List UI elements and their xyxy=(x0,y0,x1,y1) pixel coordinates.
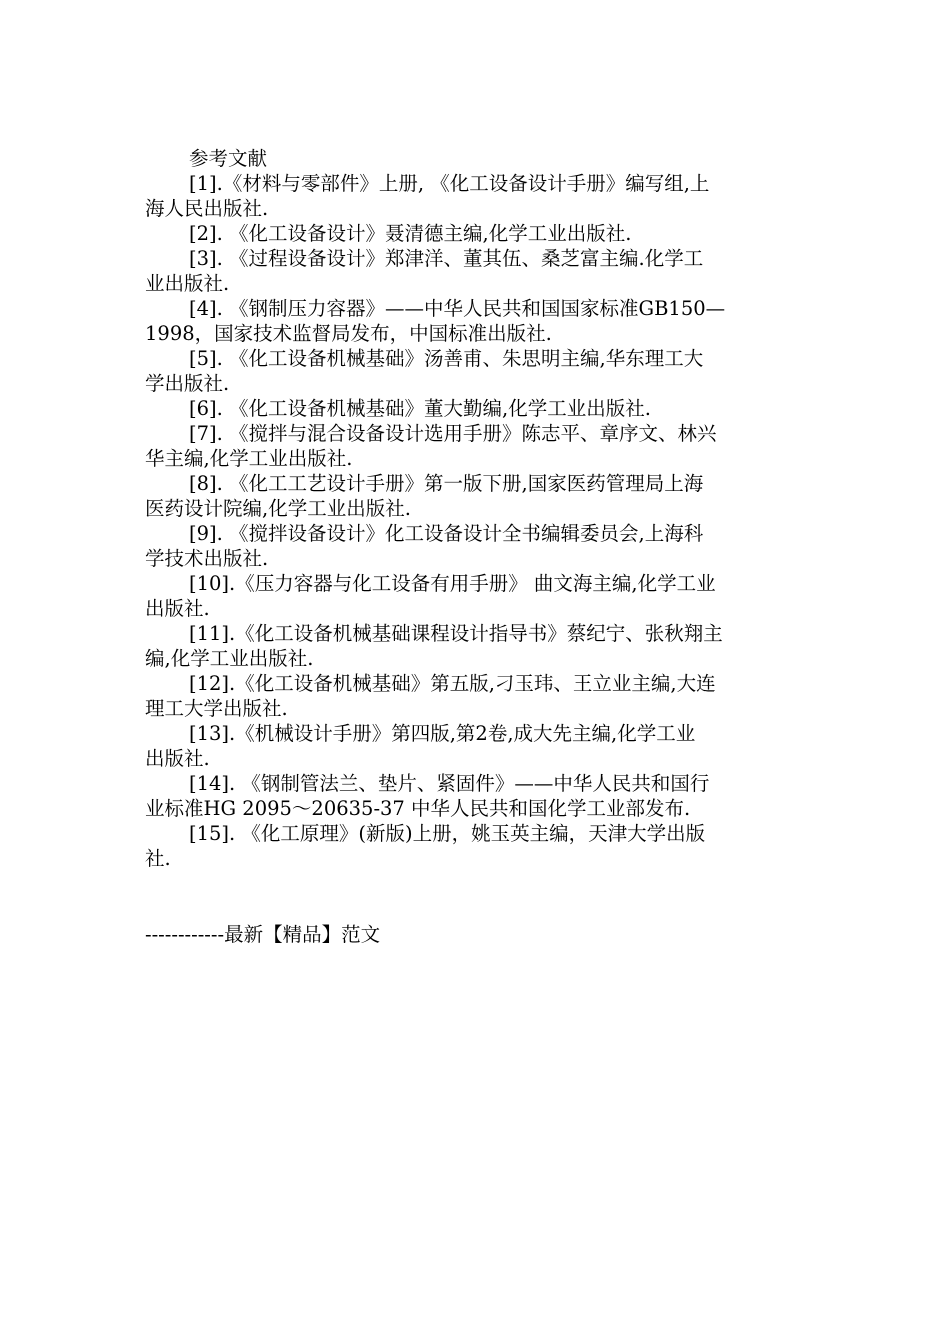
reference-line: [5]. 《化工设备机械基础》汤善甫、朱思明主编,华东理工大 xyxy=(189,347,704,370)
reference-line: [10].《压力容器与化工设备有用手册》 曲文海主编,化学工业 xyxy=(189,572,716,595)
reference-item xyxy=(145,771,805,821)
reference-item xyxy=(145,421,805,471)
reference-line: [14]. 《钢制管法兰、垫片、紧固件》——中华人民共和国行 xyxy=(189,772,710,795)
reference-line: [8]. 《化工工艺设计手册》第一版下册,国家医药管理局上海 xyxy=(189,472,704,495)
reference-line: 华主编,化学工业出版社. xyxy=(145,447,353,470)
document-body xyxy=(145,146,805,871)
reference-line: 出版社. xyxy=(145,747,210,770)
reference-list xyxy=(145,171,805,871)
reference-item xyxy=(145,521,805,571)
reference-line: [2]. 《化工设备设计》聂清德主编,化学工业出版社. xyxy=(189,222,632,245)
reference-line: 学出版社. xyxy=(145,372,230,395)
reference-line: [9]. 《搅拌设备设计》化工设备设计全书编辑委员会,上海科 xyxy=(189,522,704,545)
reference-line: 业标准HG 2095～20635-37 中华人民共和国化学工业部发布. xyxy=(145,797,691,820)
reference-item xyxy=(145,471,805,521)
reference-line: 医药设计院编,化学工业出版社. xyxy=(145,497,411,520)
reference-line: 学技术出版社. xyxy=(145,547,269,570)
reference-item xyxy=(145,296,805,346)
reference-line: 1998，国家技术监督局发布，中国标准出版社. xyxy=(145,322,552,345)
reference-item xyxy=(145,171,805,221)
reference-line: [6]. 《化工设备机械基础》董大勤编,化学工业出版社. xyxy=(189,397,651,420)
reference-line: [12].《化工设备机械基础》第五版,刁玉玮、王立业主编,大连 xyxy=(189,672,716,695)
reference-line: 出版社. xyxy=(145,597,210,620)
reference-line: [13].《机械设计手册》第四版,第2卷,成大先主编,化学工业 xyxy=(189,722,696,745)
reference-line: 海人民出版社. xyxy=(145,197,269,220)
reference-item xyxy=(145,721,805,771)
reference-line: 理工大学出版社. xyxy=(145,697,288,720)
reference-line: 编,化学工业出版社. xyxy=(145,647,314,670)
reference-line: [7]. 《搅拌与混合设备设计选用手册》陈志平、章序文、林兴 xyxy=(189,422,717,445)
references-heading: 参考文献 xyxy=(189,147,268,170)
reference-item xyxy=(145,571,805,621)
reference-line: [15]. 《化工原理》(新版)上册，姚玉英主编，天津大学出版 xyxy=(189,822,706,845)
reference-item xyxy=(145,346,805,396)
reference-item xyxy=(145,621,805,671)
reference-item xyxy=(145,246,805,296)
reference-item xyxy=(145,221,805,246)
reference-line: [3]. 《过程设备设计》郑津洋、董其伍、桑芝富主编.化学工 xyxy=(189,247,704,270)
reference-item xyxy=(145,671,805,721)
reference-line: [4]. 《钢制压力容器》——中华人民共和国国家标准GB150— xyxy=(189,297,726,320)
reference-line: [11].《化工设备机械基础课程设计指导书》蔡纪宁、张秋翔主 xyxy=(189,622,723,645)
reference-item xyxy=(145,821,805,871)
reference-line: 社. xyxy=(145,847,171,870)
reference-line: [1].《材料与零部件》上册, 《化工设备设计手册》编写组,上 xyxy=(189,172,710,195)
reference-item xyxy=(145,396,805,421)
footer-text: ------------最新【精品】范文 xyxy=(145,923,381,946)
reference-line: 业出版社. xyxy=(145,272,230,295)
